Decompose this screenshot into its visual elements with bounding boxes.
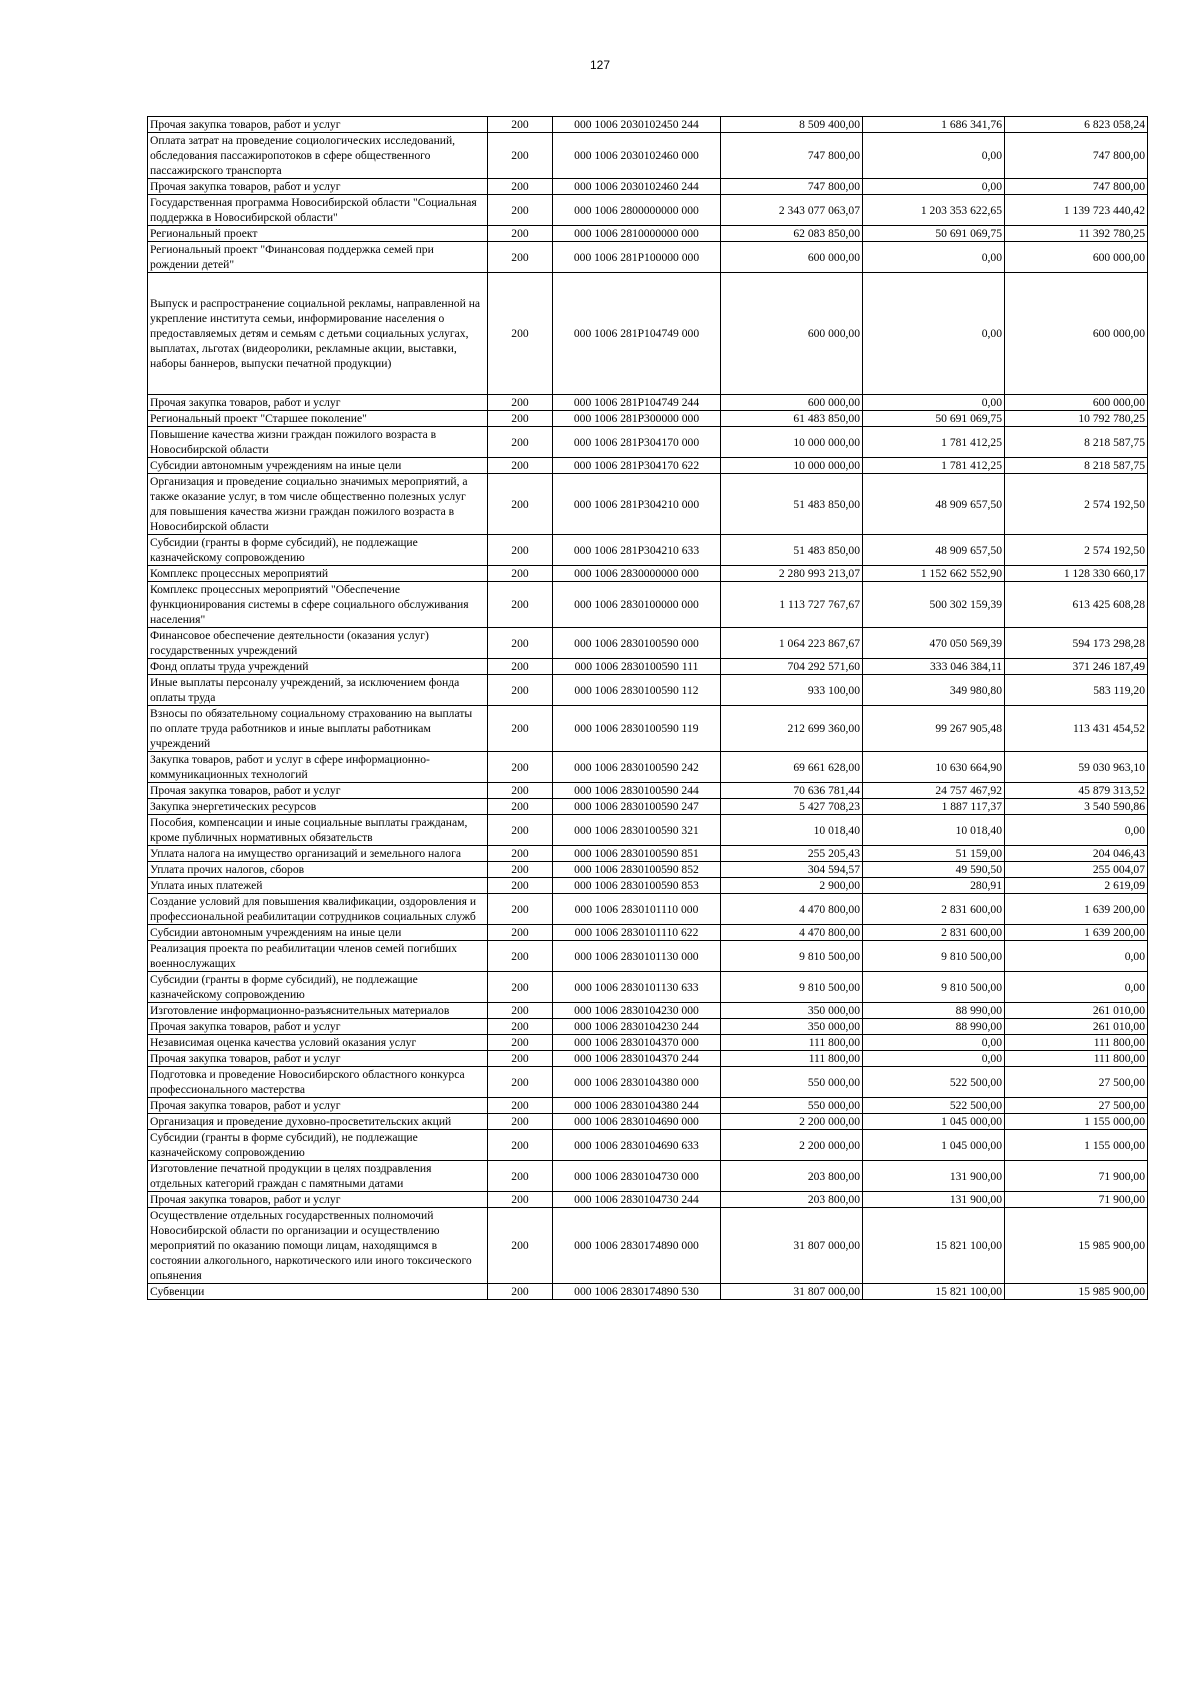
table-row xyxy=(148,179,1148,195)
row-plan-cell: 550 000,00 xyxy=(721,1067,863,1098)
table-row xyxy=(148,535,1148,566)
row-line-code-cell: 200 xyxy=(488,1035,553,1051)
row-plan-cell: 9 810 500,00 xyxy=(721,972,863,1003)
row-plan-cell: 2 200 000,00 xyxy=(721,1130,863,1161)
row-remaining-cell: 0,00 xyxy=(1005,941,1148,972)
row-plan-cell: 2 280 993 213,07 xyxy=(721,566,863,582)
row-remaining-cell: 261 010,00 xyxy=(1005,1019,1148,1035)
row-plan-cell: 747 800,00 xyxy=(721,133,863,179)
row-remaining-cell: 1 128 330 660,17 xyxy=(1005,566,1148,582)
row-line-code-cell: 200 xyxy=(488,941,553,972)
row-remaining-cell: 10 792 780,25 xyxy=(1005,411,1148,427)
table-body xyxy=(148,117,1148,1300)
row-classifier-cell: 000 1006 2830100590 000 xyxy=(553,628,721,659)
row-executed-cell: 0,00 xyxy=(863,133,1005,179)
row-line-code-cell: 200 xyxy=(488,1019,553,1035)
row-name-cell: Финансовое обеспечение деятельности (оказания услуг) государственных учреждений xyxy=(148,628,488,659)
row-line-code-cell: 200 xyxy=(488,582,553,628)
row-name-cell: Уплата иных платежей xyxy=(148,878,488,894)
row-name-cell: Региональный проект "Старшее поколение" xyxy=(148,411,488,427)
row-line-code-cell: 200 xyxy=(488,894,553,925)
row-executed-cell: 48 909 657,50 xyxy=(863,535,1005,566)
row-plan-cell: 51 483 850,00 xyxy=(721,474,863,535)
row-remaining-cell: 1 139 723 440,42 xyxy=(1005,195,1148,226)
row-line-code-cell: 200 xyxy=(488,799,553,815)
row-name-cell: Закупка товаров, работ и услуг в сфере информационно-коммуникационных технологий xyxy=(148,752,488,783)
row-classifier-cell: 000 1006 2830100590 242 xyxy=(553,752,721,783)
row-line-code-cell: 200 xyxy=(488,179,553,195)
row-executed-cell: 15 821 100,00 xyxy=(863,1208,1005,1284)
row-name-cell: Иные выплаты персоналу учреждений, за исключением фонда оплаты труда xyxy=(148,675,488,706)
row-plan-cell: 212 699 360,00 xyxy=(721,706,863,752)
row-executed-cell: 349 980,80 xyxy=(863,675,1005,706)
row-classifier-cell: 000 1006 2830104370 000 xyxy=(553,1035,721,1051)
row-name-cell: Региональный проект "Финансовая поддержка семей при рождении детей" xyxy=(148,242,488,273)
table-row xyxy=(148,582,1148,628)
row-name-cell: Организация и проведение духовно-просветительских акций xyxy=(148,1114,488,1130)
row-executed-cell: 500 302 159,39 xyxy=(863,582,1005,628)
row-classifier-cell: 000 1006 2830104230 000 xyxy=(553,1003,721,1019)
row-name-cell: Выпуск и распространение социальной рекламы, направленной на укрепление института семьи, информирование населения о предоставляемых детям и семьям с детьми социальных услугах, выплатах, льготах (видеоролики, рекламные акции, выставки, наборы баннеров, выпуски печатной продукции) xyxy=(148,273,488,395)
row-plan-cell: 704 292 571,60 xyxy=(721,659,863,675)
row-name-cell: Создание условий для повышения квалификации, оздоровления и профессиональной реабилитации сотрудников социальных служб xyxy=(148,894,488,925)
row-line-code-cell: 200 xyxy=(488,395,553,411)
row-remaining-cell: 583 119,20 xyxy=(1005,675,1148,706)
row-executed-cell: 9 810 500,00 xyxy=(863,972,1005,1003)
row-executed-cell: 0,00 xyxy=(863,273,1005,395)
row-line-code-cell: 200 xyxy=(488,878,553,894)
row-executed-cell: 131 900,00 xyxy=(863,1161,1005,1192)
row-classifier-cell: 000 1006 2830104230 244 xyxy=(553,1019,721,1035)
row-plan-cell: 51 483 850,00 xyxy=(721,535,863,566)
row-executed-cell: 50 691 069,75 xyxy=(863,411,1005,427)
row-name-cell: Прочая закупка товаров, работ и услуг xyxy=(148,783,488,799)
row-executed-cell: 99 267 905,48 xyxy=(863,706,1005,752)
row-executed-cell: 49 590,50 xyxy=(863,862,1005,878)
row-plan-cell: 10 000 000,00 xyxy=(721,427,863,458)
table-row xyxy=(148,1003,1148,1019)
row-line-code-cell: 200 xyxy=(488,783,553,799)
row-classifier-cell: 000 1006 281P100000 000 xyxy=(553,242,721,273)
table-row xyxy=(148,862,1148,878)
row-name-cell: Субсидии автономным учреждениям на иные цели xyxy=(148,458,488,474)
table-row xyxy=(148,427,1148,458)
row-classifier-cell: 000 1006 2830100590 851 xyxy=(553,846,721,862)
row-classifier-cell: 000 1006 281P300000 000 xyxy=(553,411,721,427)
row-classifier-cell: 000 1006 2830100590 853 xyxy=(553,878,721,894)
row-name-cell: Пособия, компенсации и иные социальные выплаты гражданам, кроме публичных нормативных обязательств xyxy=(148,815,488,846)
row-classifier-cell: 000 1006 2830100590 119 xyxy=(553,706,721,752)
row-executed-cell: 1 887 117,37 xyxy=(863,799,1005,815)
row-line-code-cell: 200 xyxy=(488,1051,553,1067)
row-classifier-cell: 000 1006 2030102460 244 xyxy=(553,179,721,195)
table-row xyxy=(148,1051,1148,1067)
row-name-cell: Прочая закупка товаров, работ и услуг xyxy=(148,117,488,133)
row-executed-cell: 522 500,00 xyxy=(863,1067,1005,1098)
row-remaining-cell: 255 004,07 xyxy=(1005,862,1148,878)
row-plan-cell: 9 810 500,00 xyxy=(721,941,863,972)
row-line-code-cell: 200 xyxy=(488,815,553,846)
row-line-code-cell: 200 xyxy=(488,628,553,659)
row-name-cell: Уплата прочих налогов, сборов xyxy=(148,862,488,878)
row-classifier-cell: 000 1006 2830100590 111 xyxy=(553,659,721,675)
row-line-code-cell: 200 xyxy=(488,862,553,878)
row-line-code-cell: 200 xyxy=(488,972,553,1003)
row-classifier-cell: 000 1006 281P304210 000 xyxy=(553,474,721,535)
row-classifier-cell: 000 1006 2030102450 244 xyxy=(553,117,721,133)
row-line-code-cell: 200 xyxy=(488,1130,553,1161)
row-name-cell: Подготовка и проведение Новосибирского областного конкурса профессионального мастерства xyxy=(148,1067,488,1098)
row-classifier-cell: 000 1006 2800000000 000 xyxy=(553,195,721,226)
row-classifier-cell: 000 1006 2830104690 633 xyxy=(553,1130,721,1161)
row-remaining-cell: 2 619,09 xyxy=(1005,878,1148,894)
row-classifier-cell: 000 1006 2830174890 530 xyxy=(553,1284,721,1300)
row-line-code-cell: 200 xyxy=(488,1208,553,1284)
row-classifier-cell: 000 1006 2830104730 244 xyxy=(553,1192,721,1208)
row-executed-cell: 1 045 000,00 xyxy=(863,1114,1005,1130)
row-name-cell: Фонд оплаты труда учреждений xyxy=(148,659,488,675)
row-remaining-cell: 204 046,43 xyxy=(1005,846,1148,862)
row-executed-cell: 50 691 069,75 xyxy=(863,226,1005,242)
row-classifier-cell: 000 1006 2830101110 000 xyxy=(553,894,721,925)
row-classifier-cell: 000 1006 2830100590 244 xyxy=(553,783,721,799)
row-classifier-cell: 000 1006 281P304170 000 xyxy=(553,427,721,458)
row-plan-cell: 255 205,43 xyxy=(721,846,863,862)
row-name-cell: Субсидии автономным учреждениям на иные цели xyxy=(148,925,488,941)
row-plan-cell: 350 000,00 xyxy=(721,1003,863,1019)
row-executed-cell: 0,00 xyxy=(863,242,1005,273)
row-plan-cell: 31 807 000,00 xyxy=(721,1208,863,1284)
row-classifier-cell: 000 1006 2830100590 112 xyxy=(553,675,721,706)
row-remaining-cell: 71 900,00 xyxy=(1005,1161,1148,1192)
row-name-cell: Изготовление информационно-разъяснительных материалов xyxy=(148,1003,488,1019)
table-row xyxy=(148,226,1148,242)
row-remaining-cell: 2 574 192,50 xyxy=(1005,535,1148,566)
table-row xyxy=(148,1035,1148,1051)
row-plan-cell: 350 000,00 xyxy=(721,1019,863,1035)
row-remaining-cell: 6 823 058,24 xyxy=(1005,117,1148,133)
row-line-code-cell: 200 xyxy=(488,925,553,941)
row-name-cell: Организация и проведение социально значимых мероприятий, а также оказание услуг, в том числе общественно полезных услуг для повышения качества жизни граждан пожилого возраста в Новосибирской области xyxy=(148,474,488,535)
row-line-code-cell: 200 xyxy=(488,133,553,179)
table-row xyxy=(148,941,1148,972)
row-executed-cell: 1 045 000,00 xyxy=(863,1130,1005,1161)
table-row xyxy=(148,117,1148,133)
row-executed-cell: 470 050 569,39 xyxy=(863,628,1005,659)
row-line-code-cell: 200 xyxy=(488,117,553,133)
row-remaining-cell: 1 155 000,00 xyxy=(1005,1114,1148,1130)
row-plan-cell: 304 594,57 xyxy=(721,862,863,878)
row-plan-cell: 31 807 000,00 xyxy=(721,1284,863,1300)
row-classifier-cell: 000 1006 2830100000 000 xyxy=(553,582,721,628)
table-row xyxy=(148,815,1148,846)
row-classifier-cell: 000 1006 281P304170 622 xyxy=(553,458,721,474)
row-classifier-cell: 000 1006 281P304210 633 xyxy=(553,535,721,566)
row-name-cell: Независимая оценка качества условий оказания услуг xyxy=(148,1035,488,1051)
table-row xyxy=(148,395,1148,411)
row-remaining-cell: 3 540 590,86 xyxy=(1005,799,1148,815)
row-plan-cell: 10 018,40 xyxy=(721,815,863,846)
row-plan-cell: 111 800,00 xyxy=(721,1051,863,1067)
table-row xyxy=(148,1208,1148,1284)
row-remaining-cell: 45 879 313,52 xyxy=(1005,783,1148,799)
row-classifier-cell: 000 1006 2830174890 000 xyxy=(553,1208,721,1284)
row-line-code-cell: 200 xyxy=(488,273,553,395)
row-remaining-cell: 261 010,00 xyxy=(1005,1003,1148,1019)
row-executed-cell: 2 831 600,00 xyxy=(863,925,1005,941)
row-line-code-cell: 200 xyxy=(488,474,553,535)
row-remaining-cell: 1 639 200,00 xyxy=(1005,925,1148,941)
row-line-code-cell: 200 xyxy=(488,659,553,675)
row-remaining-cell: 111 800,00 xyxy=(1005,1035,1148,1051)
row-plan-cell: 203 800,00 xyxy=(721,1192,863,1208)
row-executed-cell: 131 900,00 xyxy=(863,1192,1005,1208)
row-plan-cell: 600 000,00 xyxy=(721,273,863,395)
row-executed-cell: 88 990,00 xyxy=(863,1003,1005,1019)
row-remaining-cell: 371 246 187,49 xyxy=(1005,659,1148,675)
row-executed-cell: 1 686 341,76 xyxy=(863,117,1005,133)
table-row xyxy=(148,195,1148,226)
row-remaining-cell: 111 800,00 xyxy=(1005,1051,1148,1067)
row-plan-cell: 600 000,00 xyxy=(721,395,863,411)
row-remaining-cell: 59 030 963,10 xyxy=(1005,752,1148,783)
row-remaining-cell: 613 425 608,28 xyxy=(1005,582,1148,628)
row-classifier-cell: 000 1006 2810000000 000 xyxy=(553,226,721,242)
row-name-cell: Прочая закупка товаров, работ и услуг xyxy=(148,395,488,411)
row-remaining-cell: 71 900,00 xyxy=(1005,1192,1148,1208)
row-remaining-cell: 0,00 xyxy=(1005,972,1148,1003)
row-line-code-cell: 200 xyxy=(488,535,553,566)
row-classifier-cell: 000 1006 2830101130 000 xyxy=(553,941,721,972)
page-number: 127 xyxy=(589,58,611,72)
row-remaining-cell: 600 000,00 xyxy=(1005,273,1148,395)
row-remaining-cell: 27 500,00 xyxy=(1005,1067,1148,1098)
row-classifier-cell: 000 1006 2830000000 000 xyxy=(553,566,721,582)
row-name-cell: Осуществление отдельных государственных полномочий Новосибирской области по организации и осуществлению мероприятий по оказанию помощи лицам, находящимся в состоянии алкогольного, наркотического или иного токсического опьянения xyxy=(148,1208,488,1284)
row-plan-cell: 550 000,00 xyxy=(721,1098,863,1114)
row-executed-cell: 88 990,00 xyxy=(863,1019,1005,1035)
row-name-cell: Прочая закупка товаров, работ и услуг xyxy=(148,1051,488,1067)
row-plan-cell: 8 509 400,00 xyxy=(721,117,863,133)
row-line-code-cell: 200 xyxy=(488,195,553,226)
row-name-cell: Прочая закупка товаров, работ и услуг xyxy=(148,1192,488,1208)
row-executed-cell: 1 781 412,25 xyxy=(863,458,1005,474)
row-executed-cell: 0,00 xyxy=(863,395,1005,411)
table-row xyxy=(148,659,1148,675)
table-row xyxy=(148,846,1148,862)
row-name-cell: Государственная программа Новосибирской области "Социальная поддержка в Новосибирской области" xyxy=(148,195,488,226)
row-classifier-cell: 000 1006 2830104370 244 xyxy=(553,1051,721,1067)
table-row xyxy=(148,1098,1148,1114)
table-row xyxy=(148,706,1148,752)
row-plan-cell: 70 636 781,44 xyxy=(721,783,863,799)
row-remaining-cell: 600 000,00 xyxy=(1005,242,1148,273)
row-line-code-cell: 200 xyxy=(488,1161,553,1192)
table-row xyxy=(148,972,1148,1003)
row-remaining-cell: 747 800,00 xyxy=(1005,179,1148,195)
row-executed-cell: 48 909 657,50 xyxy=(863,474,1005,535)
table-row xyxy=(148,242,1148,273)
table-row xyxy=(148,783,1148,799)
row-line-code-cell: 200 xyxy=(488,706,553,752)
row-line-code-cell: 200 xyxy=(488,411,553,427)
row-name-cell: Субсидии (гранты в форме субсидий), не подлежащие казначейскому сопровождению xyxy=(148,972,488,1003)
table-row xyxy=(148,474,1148,535)
row-executed-cell: 2 831 600,00 xyxy=(863,894,1005,925)
row-classifier-cell: 000 1006 2830101110 622 xyxy=(553,925,721,941)
row-executed-cell: 0,00 xyxy=(863,1035,1005,1051)
row-executed-cell: 280,91 xyxy=(863,878,1005,894)
row-classifier-cell: 000 1006 2830101130 633 xyxy=(553,972,721,1003)
row-line-code-cell: 200 xyxy=(488,1067,553,1098)
row-line-code-cell: 200 xyxy=(488,1284,553,1300)
row-remaining-cell: 600 000,00 xyxy=(1005,395,1148,411)
row-plan-cell: 747 800,00 xyxy=(721,179,863,195)
row-executed-cell: 0,00 xyxy=(863,1051,1005,1067)
row-plan-cell: 2 343 077 063,07 xyxy=(721,195,863,226)
row-classifier-cell: 000 1006 2830104690 000 xyxy=(553,1114,721,1130)
row-line-code-cell: 200 xyxy=(488,226,553,242)
row-line-code-cell: 200 xyxy=(488,1114,553,1130)
row-plan-cell: 111 800,00 xyxy=(721,1035,863,1051)
row-line-code-cell: 200 xyxy=(488,1098,553,1114)
row-line-code-cell: 200 xyxy=(488,242,553,273)
row-classifier-cell: 000 1006 2830100590 321 xyxy=(553,815,721,846)
row-plan-cell: 10 000 000,00 xyxy=(721,458,863,474)
row-executed-cell: 24 757 467,92 xyxy=(863,783,1005,799)
row-executed-cell: 51 159,00 xyxy=(863,846,1005,862)
row-name-cell: Прочая закупка товаров, работ и услуг xyxy=(148,1098,488,1114)
row-name-cell: Изготовление печатной продукции в целях поздравления отдельных категорий граждан с памятными датами xyxy=(148,1161,488,1192)
row-remaining-cell: 15 985 900,00 xyxy=(1005,1284,1148,1300)
table-row xyxy=(148,1114,1148,1130)
row-name-cell: Повышение качества жизни граждан пожилого возраста в Новосибирской области xyxy=(148,427,488,458)
row-remaining-cell: 747 800,00 xyxy=(1005,133,1148,179)
row-executed-cell: 9 810 500,00 xyxy=(863,941,1005,972)
row-plan-cell: 1 113 727 767,67 xyxy=(721,582,863,628)
row-plan-cell: 4 470 800,00 xyxy=(721,925,863,941)
row-classifier-cell: 000 1006 2830104730 000 xyxy=(553,1161,721,1192)
table-row xyxy=(148,752,1148,783)
table-row xyxy=(148,1192,1148,1208)
row-name-cell: Прочая закупка товаров, работ и услуг xyxy=(148,1019,488,1035)
row-name-cell: Прочая закупка товаров, работ и услуг xyxy=(148,179,488,195)
row-executed-cell: 1 781 412,25 xyxy=(863,427,1005,458)
row-name-cell: Субсидии (гранты в форме субсидий), не подлежащие казначейскому сопровождению xyxy=(148,1130,488,1161)
row-name-cell: Комплекс процессных мероприятий "Обеспечение функционирования системы в сфере социального обслуживания населения" xyxy=(148,582,488,628)
table-row xyxy=(148,1161,1148,1192)
row-remaining-cell: 594 173 298,28 xyxy=(1005,628,1148,659)
table-row xyxy=(148,675,1148,706)
table-row xyxy=(148,133,1148,179)
row-classifier-cell: 000 1006 2830104380 244 xyxy=(553,1098,721,1114)
row-executed-cell: 10 630 664,90 xyxy=(863,752,1005,783)
table-row xyxy=(148,273,1148,395)
row-name-cell: Комплекс процессных мероприятий xyxy=(148,566,488,582)
row-plan-cell: 600 000,00 xyxy=(721,242,863,273)
row-executed-cell: 10 018,40 xyxy=(863,815,1005,846)
row-classifier-cell: 000 1006 2830104380 000 xyxy=(553,1067,721,1098)
row-line-code-cell: 200 xyxy=(488,846,553,862)
row-executed-cell: 333 046 384,11 xyxy=(863,659,1005,675)
row-line-code-cell: 200 xyxy=(488,1003,553,1019)
row-plan-cell: 2 900,00 xyxy=(721,878,863,894)
row-name-cell: Субвенции xyxy=(148,1284,488,1300)
row-name-cell: Оплата затрат на проведение социологических исследований, обследования пассажиропотоков в сфере общественного пассажирского транспорта xyxy=(148,133,488,179)
row-classifier-cell: 000 1006 2030102460 000 xyxy=(553,133,721,179)
row-remaining-cell: 0,00 xyxy=(1005,815,1148,846)
row-classifier-cell: 000 1006 281P104749 000 xyxy=(553,273,721,395)
row-plan-cell: 1 064 223 867,67 xyxy=(721,628,863,659)
table-row xyxy=(148,894,1148,925)
table-row xyxy=(148,799,1148,815)
row-remaining-cell: 1 155 000,00 xyxy=(1005,1130,1148,1161)
row-line-code-cell: 200 xyxy=(488,675,553,706)
row-plan-cell: 933 100,00 xyxy=(721,675,863,706)
row-remaining-cell: 8 218 587,75 xyxy=(1005,427,1148,458)
table-row xyxy=(148,1130,1148,1161)
row-line-code-cell: 200 xyxy=(488,1192,553,1208)
row-line-code-cell: 200 xyxy=(488,752,553,783)
row-plan-cell: 62 083 850,00 xyxy=(721,226,863,242)
row-line-code-cell: 200 xyxy=(488,458,553,474)
table-row xyxy=(148,628,1148,659)
row-name-cell: Субсидии (гранты в форме субсидий), не подлежащие казначейскому сопровождению xyxy=(148,535,488,566)
row-remaining-cell: 27 500,00 xyxy=(1005,1098,1148,1114)
row-name-cell: Закупка энергетических ресурсов xyxy=(148,799,488,815)
row-executed-cell: 0,00 xyxy=(863,179,1005,195)
row-executed-cell: 1 152 662 552,90 xyxy=(863,566,1005,582)
row-remaining-cell: 15 985 900,00 xyxy=(1005,1208,1148,1284)
table-row xyxy=(148,925,1148,941)
row-name-cell: Взносы по обязательному социальному страхованию на выплаты по оплате труда работников и иные выплаты работникам учреждений xyxy=(148,706,488,752)
row-name-cell: Уплата налога на имущество организаций и земельного налога xyxy=(148,846,488,862)
table-row xyxy=(148,1019,1148,1035)
row-remaining-cell: 2 574 192,50 xyxy=(1005,474,1148,535)
table-row xyxy=(148,411,1148,427)
row-plan-cell: 69 661 628,00 xyxy=(721,752,863,783)
row-plan-cell: 5 427 708,23 xyxy=(721,799,863,815)
row-classifier-cell: 000 1006 2830100590 247 xyxy=(553,799,721,815)
row-plan-cell: 61 483 850,00 xyxy=(721,411,863,427)
budget-execution-table xyxy=(147,116,1148,1300)
row-name-cell: Региональный проект xyxy=(148,226,488,242)
row-classifier-cell: 000 1006 2830100590 852 xyxy=(553,862,721,878)
row-plan-cell: 4 470 800,00 xyxy=(721,894,863,925)
table-row xyxy=(148,566,1148,582)
table-row xyxy=(148,878,1148,894)
row-name-cell: Реализация проекта по реабилитации членов семей погибших военнослужащих xyxy=(148,941,488,972)
table-row xyxy=(148,1067,1148,1098)
row-plan-cell: 203 800,00 xyxy=(721,1161,863,1192)
row-remaining-cell: 113 431 454,52 xyxy=(1005,706,1148,752)
table-row xyxy=(148,458,1148,474)
row-executed-cell: 1 203 353 622,65 xyxy=(863,195,1005,226)
row-classifier-cell: 000 1006 281P104749 244 xyxy=(553,395,721,411)
row-line-code-cell: 200 xyxy=(488,427,553,458)
row-executed-cell: 15 821 100,00 xyxy=(863,1284,1005,1300)
row-line-code-cell: 200 xyxy=(488,566,553,582)
table-row xyxy=(148,1284,1148,1300)
row-plan-cell: 2 200 000,00 xyxy=(721,1114,863,1130)
row-remaining-cell: 11 392 780,25 xyxy=(1005,226,1148,242)
row-remaining-cell: 1 639 200,00 xyxy=(1005,894,1148,925)
row-remaining-cell: 8 218 587,75 xyxy=(1005,458,1148,474)
row-executed-cell: 522 500,00 xyxy=(863,1098,1005,1114)
